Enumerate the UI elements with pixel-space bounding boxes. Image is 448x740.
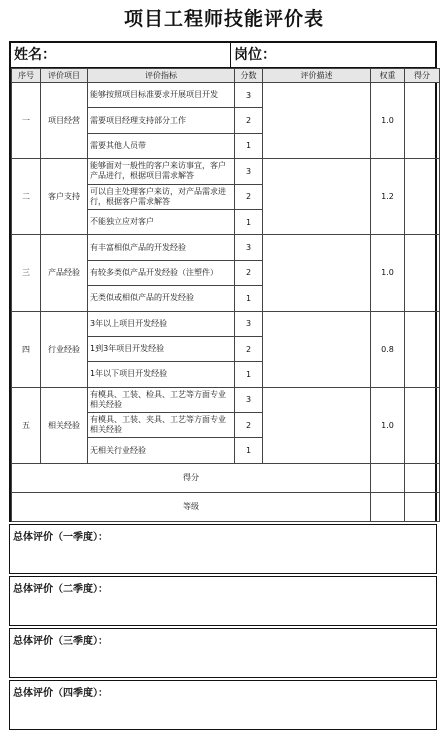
indicator-cell: 能够面对一般性的客户来访事宜，客户产品进行，根据项目需求解答 bbox=[88, 159, 235, 184]
weight-cell: 0.8 bbox=[371, 311, 405, 387]
score-cell: 2 bbox=[235, 336, 263, 361]
overall-evaluations bbox=[9, 524, 437, 732]
evaluation-item: 行业经验 bbox=[41, 311, 88, 387]
description-cell[interactable] bbox=[263, 387, 371, 463]
group-number: 四 bbox=[12, 311, 41, 387]
name-field[interactable]: 姓名： bbox=[11, 43, 231, 67]
table-row bbox=[12, 159, 440, 184]
total-row bbox=[12, 463, 440, 492]
total-value-cell[interactable] bbox=[405, 463, 440, 492]
col-header-points: 得分 bbox=[405, 69, 440, 83]
total-weight-cell bbox=[371, 463, 405, 492]
skills-table bbox=[11, 68, 440, 522]
group-number: 五 bbox=[12, 387, 41, 463]
group-number: 一 bbox=[12, 83, 41, 159]
table-row bbox=[12, 311, 440, 336]
score-cell: 3 bbox=[235, 235, 263, 260]
weight-cell: 1.0 bbox=[371, 235, 405, 311]
score-cell: 2 bbox=[235, 413, 263, 438]
indicator-cell: 3年以上项目开发经验 bbox=[88, 311, 235, 336]
indicator-cell: 需要其他人员带 bbox=[88, 133, 235, 158]
points-cell[interactable] bbox=[405, 159, 440, 235]
page-title: 项目工程师技能评价表 bbox=[123, 8, 324, 30]
evaluation-item: 项目经营 bbox=[41, 83, 88, 159]
score-cell: 3 bbox=[235, 159, 263, 184]
weight-cell: 1.2 bbox=[371, 159, 405, 235]
evaluation-item: 客户支持 bbox=[41, 159, 88, 235]
evaluation-q1[interactable]: 总体评价（一季度）： bbox=[9, 524, 437, 574]
indicator-cell: 不能独立应对客户 bbox=[88, 209, 235, 234]
points-cell[interactable] bbox=[405, 235, 440, 311]
description-cell[interactable] bbox=[263, 235, 371, 311]
points-cell[interactable] bbox=[405, 83, 440, 159]
col-header-item: 评价项目 bbox=[41, 69, 88, 83]
score-cell: 1 bbox=[235, 133, 263, 158]
indicator-cell: 可以自主处理客户来访，对产品需求进行，根据客户需求解答 bbox=[88, 184, 235, 209]
table-row bbox=[12, 83, 440, 108]
col-header-indicator: 评价指标 bbox=[88, 69, 235, 83]
total-label: 得分 bbox=[12, 463, 371, 492]
score-cell: 1 bbox=[235, 286, 263, 311]
position-field[interactable]: 岗位： bbox=[234, 47, 276, 63]
indicator-cell: 1到3年项目开发经验 bbox=[88, 336, 235, 361]
col-header-no: 序号 bbox=[12, 69, 41, 83]
header-row bbox=[11, 43, 435, 68]
score-cell: 2 bbox=[235, 108, 263, 133]
evaluation-q3[interactable]: 总体评价（三季度）： bbox=[9, 628, 437, 678]
evaluation-q2[interactable]: 总体评价（二季度）： bbox=[9, 576, 437, 626]
indicator-cell: 有模具、工装、夹具、工艺等方面专业相关经验 bbox=[88, 413, 235, 438]
indicator-cell: 1年以下项目开发经验 bbox=[88, 362, 235, 387]
score-cell: 3 bbox=[235, 83, 263, 108]
indicator-cell: 无类似或相似产品的开发经验 bbox=[88, 286, 235, 311]
evaluation-item: 产品经验 bbox=[41, 235, 88, 311]
evaluation-item: 相关经验 bbox=[41, 387, 88, 463]
points-cell[interactable] bbox=[405, 387, 440, 463]
col-header-description: 评价描述 bbox=[263, 69, 371, 83]
indicator-cell: 需要项目经理支持部分工作 bbox=[88, 108, 235, 133]
group-number: 三 bbox=[12, 235, 41, 311]
group-number: 二 bbox=[12, 159, 41, 235]
score-cell: 2 bbox=[235, 260, 263, 285]
table-row bbox=[12, 235, 440, 260]
col-header-score: 分数 bbox=[235, 69, 263, 83]
score-cell: 3 bbox=[235, 387, 263, 412]
level-label: 等级 bbox=[12, 492, 371, 521]
weight-cell: 1.0 bbox=[371, 387, 405, 463]
indicator-cell: 有模具、工装、检具、工艺等方面专业相关经验 bbox=[88, 387, 235, 412]
indicator-cell: 无相关行业经验 bbox=[88, 438, 235, 463]
description-cell[interactable] bbox=[263, 159, 371, 235]
indicator-cell: 能够按照项目标准要求开展项目开发 bbox=[88, 83, 235, 108]
score-cell: 1 bbox=[235, 438, 263, 463]
score-cell: 2 bbox=[235, 184, 263, 209]
indicator-cell: 有丰富相似产品的开发经验 bbox=[88, 235, 235, 260]
weight-cell: 1.0 bbox=[371, 83, 405, 159]
score-cell: 1 bbox=[235, 209, 263, 234]
points-cell[interactable] bbox=[405, 311, 440, 387]
score-cell: 3 bbox=[235, 311, 263, 336]
evaluation-sheet bbox=[9, 41, 437, 522]
evaluation-q4[interactable]: 总体评价（四季度）： bbox=[9, 680, 437, 730]
col-header-weight: 权重 bbox=[371, 69, 405, 83]
table-header-row bbox=[12, 69, 440, 83]
indicator-cell: 有较多类似产品开发经验（注塑件） bbox=[88, 260, 235, 285]
level-row bbox=[12, 492, 440, 521]
table-row bbox=[12, 387, 440, 412]
description-cell[interactable] bbox=[263, 83, 371, 159]
level-value-cell[interactable] bbox=[405, 492, 440, 521]
description-cell[interactable] bbox=[263, 311, 371, 387]
level-weight-cell bbox=[371, 492, 405, 521]
score-cell: 1 bbox=[235, 362, 263, 387]
